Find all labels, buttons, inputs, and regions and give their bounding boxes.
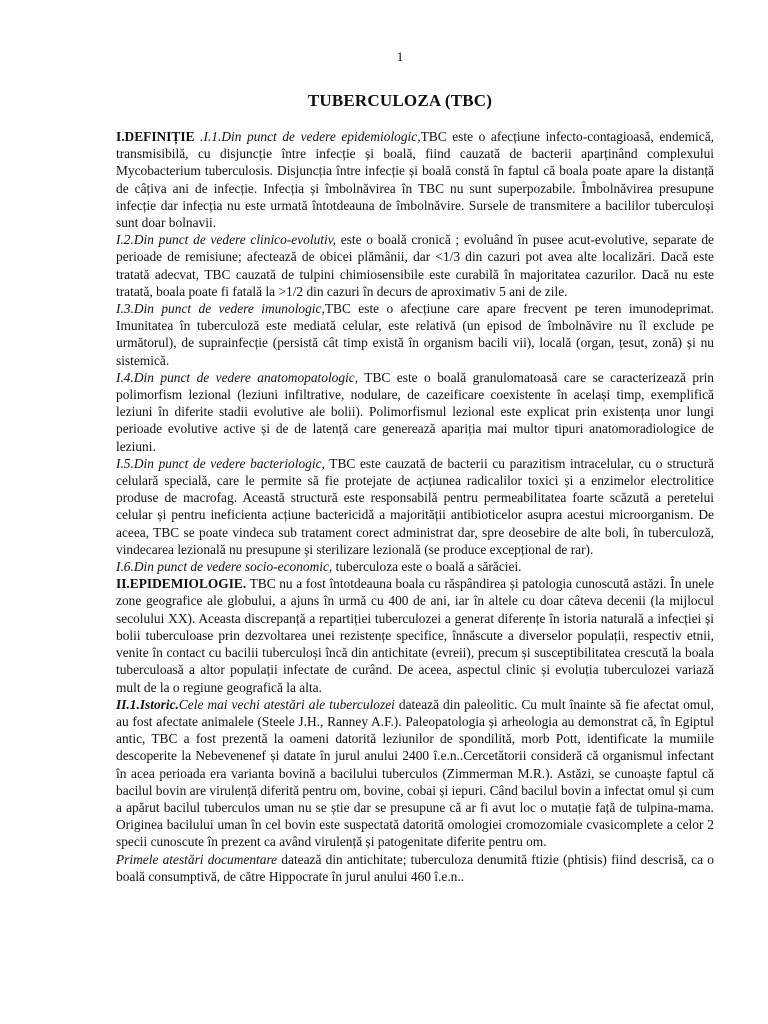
paragraph-text-2: TBC nu a fost întotdeauna boala cu răspândirea și patologia cunoscută astăzi. În unele zone geografice ale globului, a ajuns în urmă cu 400 de ani, iar în altele cu doar câteva decenii (la mijlocul secolului XX). Aceasta discrepanță a repartiției tuberculozei a generat diferențe în istoria naturală a infecției și bolii tuberculoase prin dezvoltarea unei rezistențe specifice, înnăscute a diverselor populații, respectiv etnii, venite în contact cu bacilii tuberculoși încă din antichitate (evreii), precum și susceptibilitatea crescută la boala tuberculoasă a altor populații infectate de curând. De aceea, aspectul clinic și evoluția tuberculozei variază mult de la o regiune geografică la alta. (116, 576, 714, 695)
section-heading-definitie: I.DEFINIȚIE (116, 129, 195, 144)
subsection-label-1-3: I.3.Din punct de vedere imunologic, (116, 301, 325, 317)
document-body (116, 128, 714, 885)
section-heading-epidemiologie: II.EPIDEMIOLOGIE. (116, 576, 247, 592)
definition-paragraph-5 (116, 455, 714, 558)
paragraph-text-2-1: datează din paleolitic. Cu mult înainte să fie afectat omul, au fost afectate animalele (Steele J.H., Ranney A.F.). Paleopatologia și arheologia au demonstrat că, în Egiptul antic, TBC a fost prezentă la oameni datorită leziunilor de spondilită, morb Pott, identificate la mumiile descoperite la Nebevenenef și datate în jurul anului 2400 î.e.n..Cercetătorii consideră că organismul infectant în acea perioada era varianta bovină a bacilului tuberculos (Zimmerman M.R.). Astăzi, se cunoaște faptul că bacilul bovin are virulență diferită pentru om, bovine, cobai și iepuri. Când bacilul bovin a infectat omul și cum a apărut bacilul tuberculos uman nu se știe dar se presupune că ar fi avut loc o mutație față de tulpina-mama. Originea bacilului uman în cel bovin este suspectată datorită omologiei cromozomiale cvasicomplete a celor 2 specii cunoscute în prezent ca având virulență și patogenitate diferite pentru om. (116, 696, 714, 850)
subsection-label-1-4: I.4.Din punct de vedere anatomopatologic, (116, 369, 359, 385)
subsection-label-1-6: I.6.Din punct de vedere socio-economic, (116, 559, 333, 575)
subsection-heading-istoric: II.1.Istoric. (116, 696, 179, 712)
paragraph-text-1-1: TBC este o afecțiune infecto-contagioasă, endemică, transmisibilă, cu disjuncție între infecție și boală, fiind cauzată de bacterii aparținând complexului Mycobacterium tuberculosis. Disjuncția între infecție și boală constă în faptul că boala poate apare la distanță de câțiva ani de infecție. Infecția și îmbolnăvirea în TBC nu sunt superpozabile. Îmbolnăvirea presupune infecție dar infecția nu este urmată întotdeauna de îmbolnăvire. Sursele de transmitere a bacililor tuberculoși sunt doar bolnavii. (116, 129, 715, 231)
document-title: TUBERCULOZA (TBC) (307, 91, 493, 110)
definition-paragraph-2 (116, 231, 714, 300)
paragraph-text-1-4: TBC este o boală granulomatoasă care se caracterizează prin polimorfism lezional (leziuni infiltrative, nodulare, de cazeificare coexistente în același timp, exemplifică leziuni în diferite stadii evolutive ale bolii). Polimorfismul lezional este explicat prin existența unor lungi perioade evolutive active și de de latență care generează apariția mai multor tipuri anatomoradiologice de leziuni. (116, 369, 714, 454)
definition-paragraph-4 (116, 369, 714, 455)
subsection-label-1-2: I.2.Din punct de vedere clinico-evolutiv, (116, 232, 337, 248)
epidemiology-paragraph (116, 575, 714, 695)
paragraph-text-1-5: TBC este cauzată de bacterii cu parazitism intracelular, cu o structură celulară specială, care le permite să fie protejate de acțiunea radicalilor toxici și a enzimelor electrolitice produse de macrofag. Această structură este responsabilă pentru permeabilitatea foarte scăzută a peretelui celular și pentru ineficienta acțiune bactericidă a majorității antibioticelor asupra acestui microorganism. De aceea, TBC se poate vindeca sub tratament corect administrat dar, spre deosebire de alte boli, în tuberculoză, vindecarea lezională nu presupune și sterilizare lezională (se produce excepțional de rar). (116, 455, 714, 557)
documentary-paragraph (116, 851, 714, 885)
subsection-label-1-1: .I.1.Din punct de vedere epidemiologic, (200, 129, 421, 144)
paragraph-text-2-2: datează din antichitate; tuberculoza denumită ftizie (phtisis) fiind descrisă, ca o boală consumptivă, de către Hippocrate în jurul anului 460 î.e.n.. (116, 851, 714, 884)
definition-paragraph-1 (116, 128, 714, 231)
paragraph-text-1-2: este o boală cronică ; evoluând în pusee acut-evolutive, separate de perioade de remisiune; afectează de obicei plămânii, dar <1/3 din cazuri pot avea alte localizări. Dacă este tratată adecvat, TBC cauzată de tulpini chimiosensibile este curabilă în majoritatea cazurilor. Dacă nu este tratată, boala poate fi fatală la >1/2 din cazuri în decurs de aproximativ 5 ani de zile. (116, 232, 715, 299)
page-number: 1 (396, 49, 404, 64)
history-paragraph (116, 696, 714, 851)
definition-paragraph-3 (116, 300, 714, 369)
subsection-label-1-5: I.5.Din punct de vedere bacteriologic, (116, 455, 325, 471)
documentary-italic-phrase: Primele atestări documentare (116, 851, 278, 867)
paragraph-text-1-6: tuberculoza este o boală a sărăciei. (332, 559, 522, 575)
paragraph-text-1-3: TBC este o afecțiune care apare frecvent pe teren imunodeprimat. Imunitatea în tuberculoză este mediată celular, este relativă (un episod de îmbolnăvire nu îl exclude pe următorul), de suprainfecție (persistă cât timp există în organism bacili vii), locală (organ, țesut, zonă) și nu sistemică. (116, 301, 714, 368)
definition-paragraph-6 (116, 558, 714, 575)
history-italic-phrase: Cele mai vechi atestări ale tuberculozei (178, 696, 395, 712)
